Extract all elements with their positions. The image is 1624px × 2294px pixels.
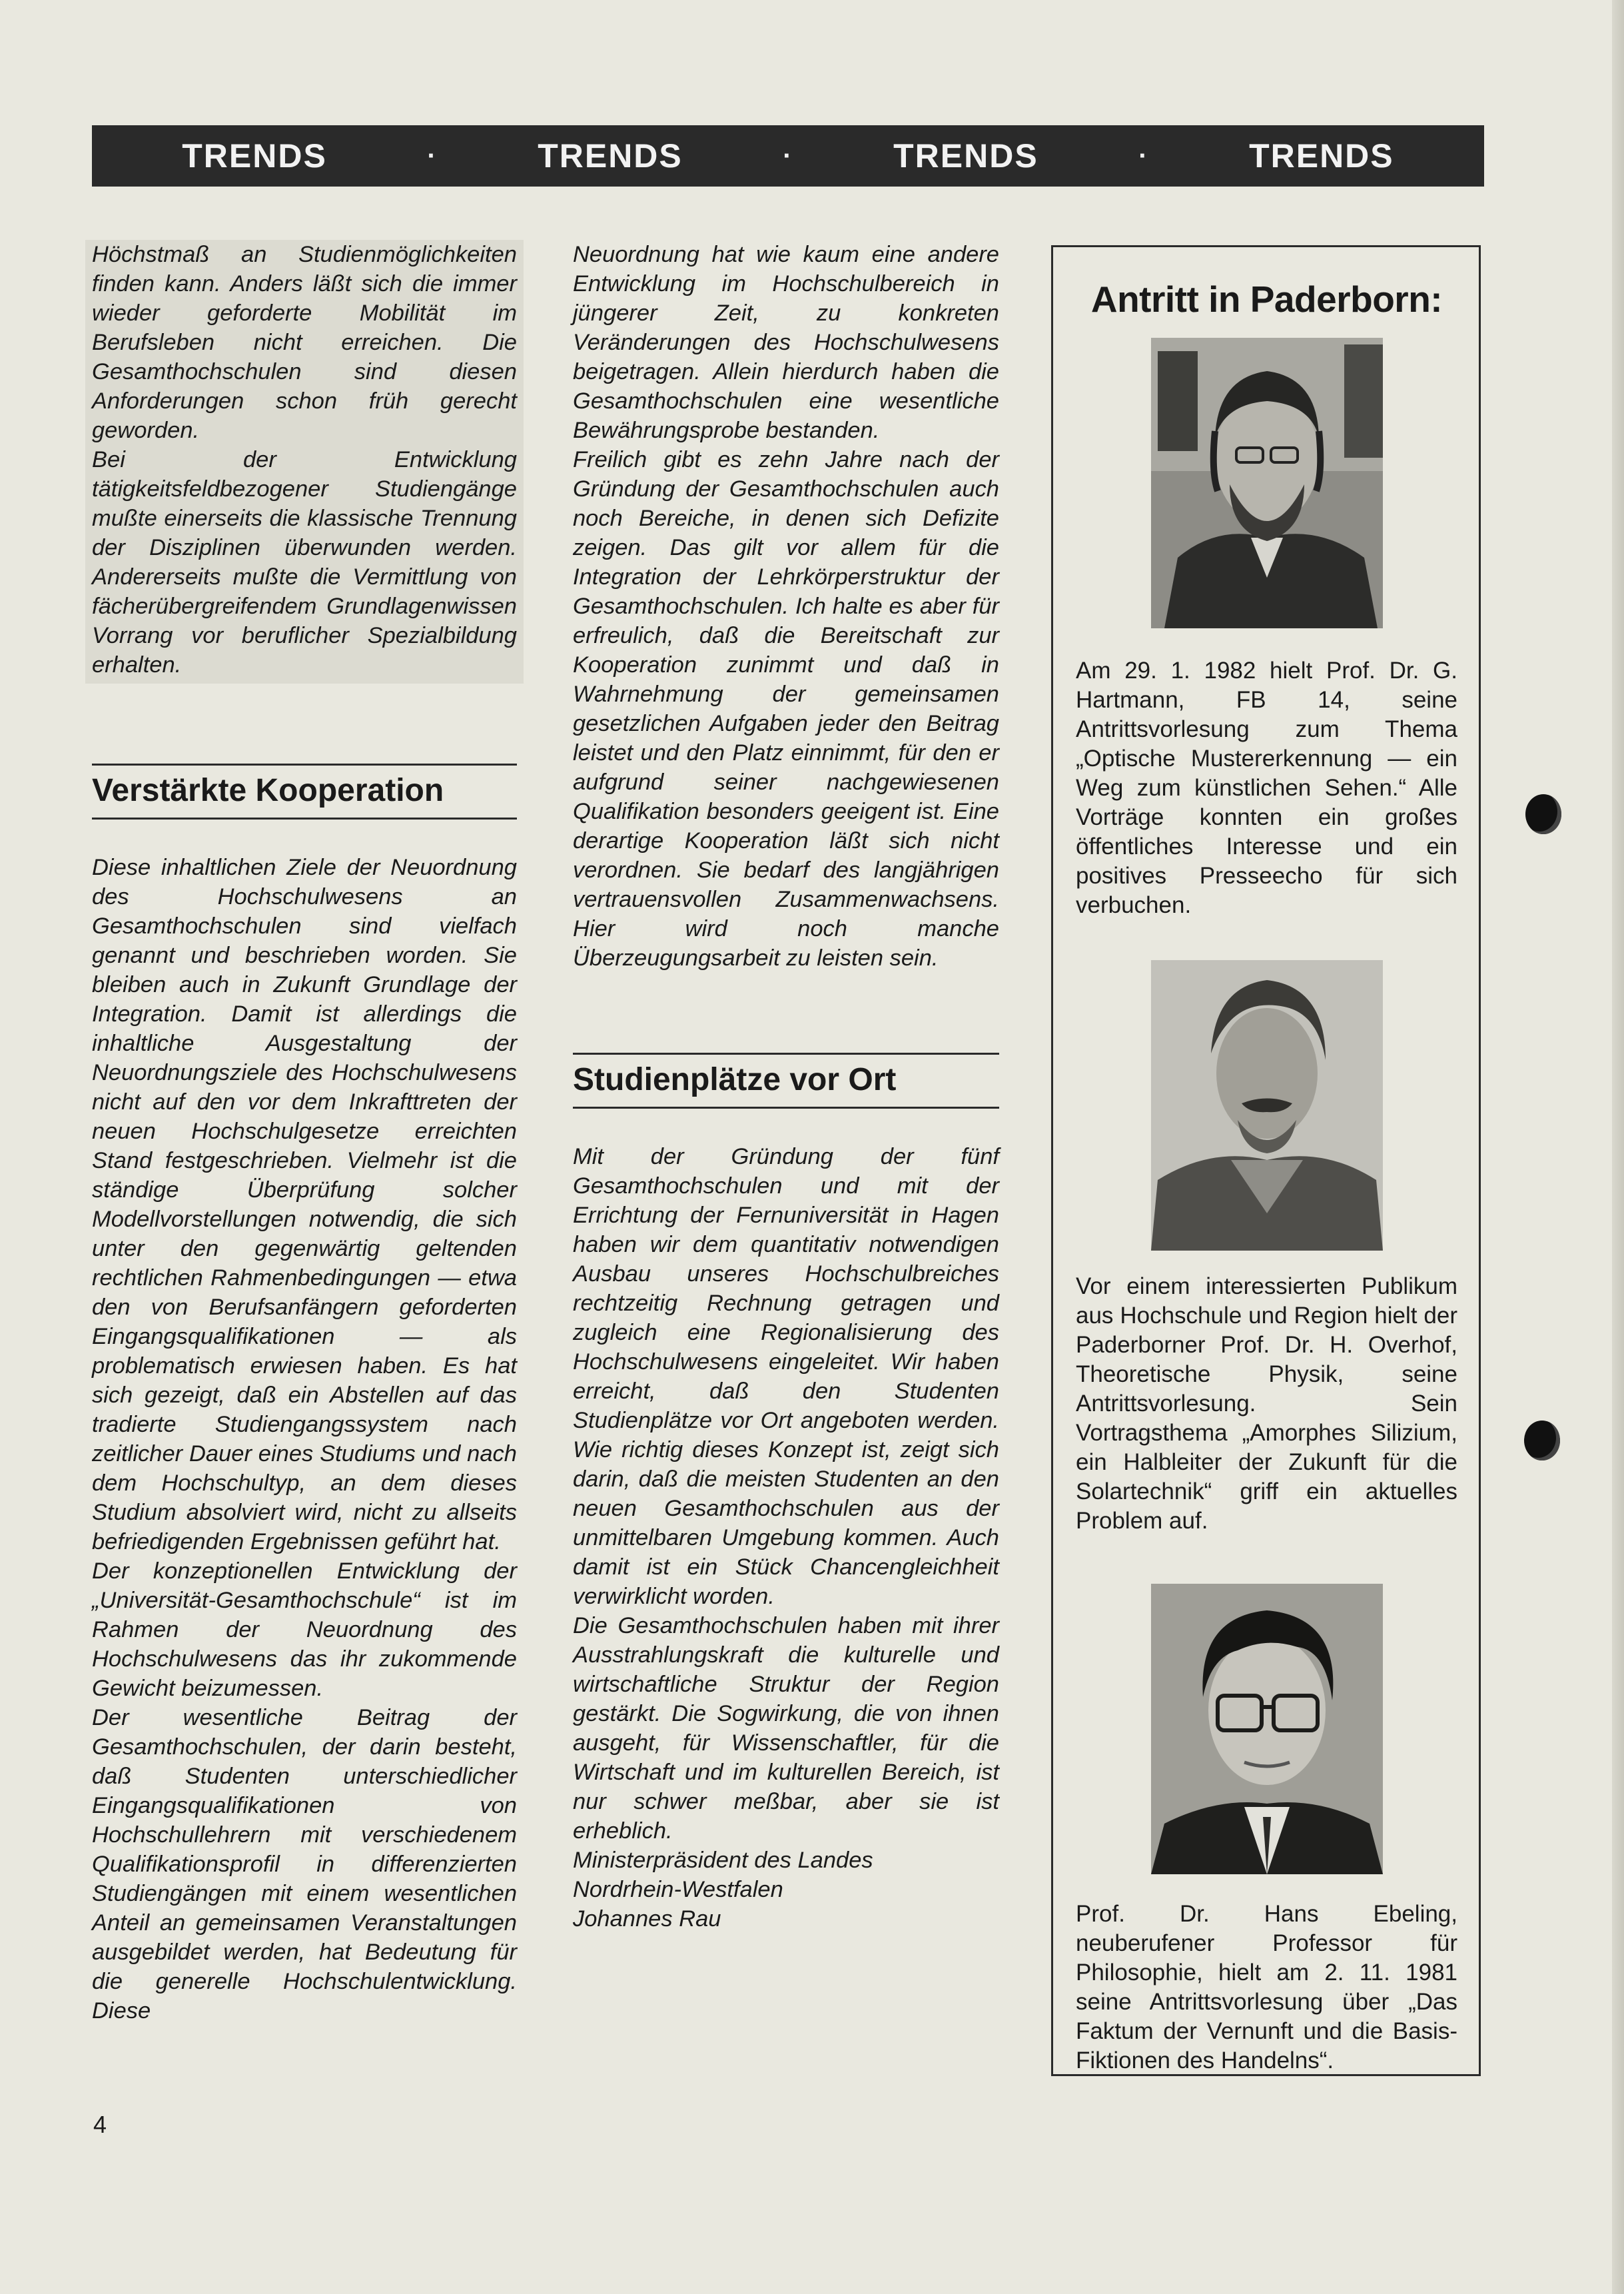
paragraph: Neuordnung hat wie kaum eine andere Entwicklung im Hochschulbereich in jüngerer Zeit, zu konkreten Veränderungen des Hochschulwesens beigetragen. Allein hierdurch haben die Gesamthochschulen eine wesentliche Bewährungsprobe bestanden. bbox=[573, 242, 999, 443]
portrait-image bbox=[1151, 960, 1383, 1251]
intro-block-1 bbox=[85, 240, 524, 684]
portrait-photo-hartmann bbox=[1151, 338, 1383, 628]
signature-line: Ministerpräsident des Landes bbox=[573, 1848, 873, 1873]
signature-name: Johannes Rau bbox=[573, 1906, 721, 1932]
caption-overhof: Vor einem interessierten Publikum aus Hochschule und Region hielt der Paderborner Prof. Dr. H. Overhof, Theoretische Physik, seine Antrittsvorlesung. Sein Vortragsthema „Amorphes Silizium, ein Halbleiter der Zukunft für die Solartechnik“ griff ein aktuelles Problem auf. bbox=[1076, 1273, 1457, 1534]
caption-ebeling: Prof. Dr. Hans Ebeling, neuberufener Professor für Philosophie, hielt am 2. 11. 1981 seine Antrittsvorlesung über „Das Faktum der Vernunft und die Basis-Fiktionen des Handelns“. bbox=[1076, 1901, 1457, 2073]
section-heading-kooperation: Verstärkte Kooperation bbox=[92, 764, 517, 820]
caption-hartmann: Am 29. 1. 1982 hielt Prof. Dr. G. Hartmann, FB 14, seine Antrittsvorlesung zum Thema „Optische Mustererkennung — ein Weg zum künstlichen Sehen.“ Alle Vorträge konnten ein großes öffentliches Interesse und ein positives Presseecho für sich verbuchen. bbox=[1076, 658, 1457, 918]
signature-line: Nordrhein-Westfalen bbox=[573, 1877, 783, 1902]
punch-hole-icon bbox=[1524, 1421, 1560, 1460]
header-trends-4: TRENDS bbox=[1249, 137, 1394, 175]
header-trends-2: TRENDS bbox=[538, 137, 683, 175]
paragraph: Die Gesamthochschulen haben mit ihrer Ausstrahlungskraft die kulturelle und wirtschaftliche Struktur der Region gestärkt. Die Sogwirkung, die von ihnen ausgeht, für Wissenschaftler, für die Wirtschaft und im kulturellen Bereich, ist nur schwer meßbar, aber sie ist erheblich. bbox=[573, 1613, 999, 1844]
header-separator-1: · bbox=[427, 141, 438, 171]
portrait-image bbox=[1151, 1584, 1383, 1874]
paragraph: Der wesentliche Beitrag der Gesamthochschulen, der darin besteht, daß Studenten unterschiedlicher Eingangsqualifikationen von Hochschullehrern mit verschiedenem Qualifikationsprofil in differenzierten Studiengängen mit einem wesentlichen Anteil an gemeinsamen Veranstaltungen ausgebildet werden, hat Bedeutung für die generelle Hochschulentwicklung. Diese bbox=[92, 1705, 517, 2023]
paragraph: Bei der Entwicklung tätigkeitsfeldbezogener Studiengänge mußte einerseits die klassische Trennung der Disziplinen überwunden werden. Andererseits mußte die Vermittlung von fächerübergreifendem Grundlagenwissen Vorrang vor beruflicher Spezialbildung erhalten. bbox=[92, 447, 517, 678]
portrait-photo-overhof bbox=[1151, 960, 1383, 1251]
portrait-image bbox=[1151, 338, 1383, 628]
section-heading-studienplaetze: Studienplätze vor Ort bbox=[573, 1053, 999, 1109]
portrait-photo-ebeling bbox=[1151, 1584, 1383, 1874]
page-number: 4 bbox=[93, 2111, 107, 2138]
header-separator-3: · bbox=[1138, 141, 1149, 171]
article-column-2 bbox=[573, 240, 999, 1934]
paragraph: Mit der Gründung der fünf Gesamthochschulen und mit der Errichtung der Fernuniversität in Hagen haben wir dem quantitativ notwendigen Ausbau unseres Hochschulbreiches rechtzeitig Rechnung getragen und zugleich eine Regionalisierung des Hochschulwesens eingeleitet. Wir haben erreicht, daß den Studenten Studienplätze vor Ort angeboten werden. Wie richtig dieses Konzept ist, zeigt sich darin, daß die meisten Studenten an den neuen Gesamthochschulen aus der unmittelbaren Umgebung kommen. Auch damit ist ein Stück Chancengleichheit verwirklicht worden. bbox=[573, 1144, 999, 1609]
header-trends-1: TRENDS bbox=[182, 137, 327, 175]
paragraph: Der konzeptionellen Entwicklung der „Universität-Gesamthochschule“ ist im Rahmen der Neuordnung des Hochschulwesens das ihr zukommende Gewicht beizumessen. bbox=[92, 1558, 517, 1701]
article-column-1 bbox=[92, 240, 517, 2025]
paragraph: Höchstmaß an Studienmöglichkeiten finden kann. Anders läßt sich die immer wieder geforderte Mobilität im Berufsleben nicht erreichen. Die Gesamthochschulen sind diesen Anforderungen schon früh gerecht geworden. bbox=[92, 242, 517, 443]
header-separator-2: · bbox=[783, 141, 793, 171]
trends-header-bar bbox=[92, 125, 1484, 187]
header-trends-3: TRENDS bbox=[893, 137, 1038, 175]
paragraph: Diese inhaltlichen Ziele der Neuordnung des Hochschulwesens an Gesamthochschulen sind vielfach genannt und beschrieben worden. Sie bleiben auch in Zukunft Grundlage der Integration. Damit ist allerdings die inhaltliche Ausgestaltung der Neuordnungsziele des Hochschulwesens nicht auf den vor dem Inkrafttreten der neuen Hochschulgesetze erreichten Stand festgeschrieben. Vielmehr ist die ständige Überprüfung solcher Modellvorstellungen notwendig, die sich unter den gegenwärtig geltenden rechtlichen Rahmenbedingungen — etwa den von Berufsanfängern geforderten Eingangsqualifikationen — als problematisch erwiesen haben. Es hat sich gezeigt, daß ein Abstellen auf das tradierte Studiengangssystem nach zeitlicher Dauer eines Studiums und nach dem Hochschultyp, an dem dieses Studium absolviert wird, nicht zu allseits befriedigenden Ergebnissen geführt hat. bbox=[92, 855, 517, 1554]
sidebar-antritt-box bbox=[1051, 245, 1481, 2076]
punch-hole-icon bbox=[1525, 794, 1561, 834]
paper-edge bbox=[1612, 0, 1624, 2294]
paragraph: Freilich gibt es zehn Jahre nach der Gründung der Gesamthochschulen auch noch Bereiche, in denen sich Defizite zeigen. Das gilt vor allem für die Integration der Lehrkörperstruktur der Gesamthochschulen. Ich halte es aber für erfreulich, daß die Bereitschaft zur Kooperation zunimmt und daß in Wahrnehmung der gemeinsamen gesetzlichen Aufgaben jeder den Beitrag leistet und den Platz einnimmt, für den er aufgrund seiner nachgewiesenen Qualifikation besonders geeigent ist. Eine derartige Kooperation läßt sich nicht verordnen. Sie bedarf des langjährigen vertrauensvollen Zusammenwachsens. Hier wird noch manche Überzeugungsarbeit zu leisten sein. bbox=[573, 447, 999, 971]
sidebar-title: Antritt in Paderborn: bbox=[1090, 279, 1443, 320]
